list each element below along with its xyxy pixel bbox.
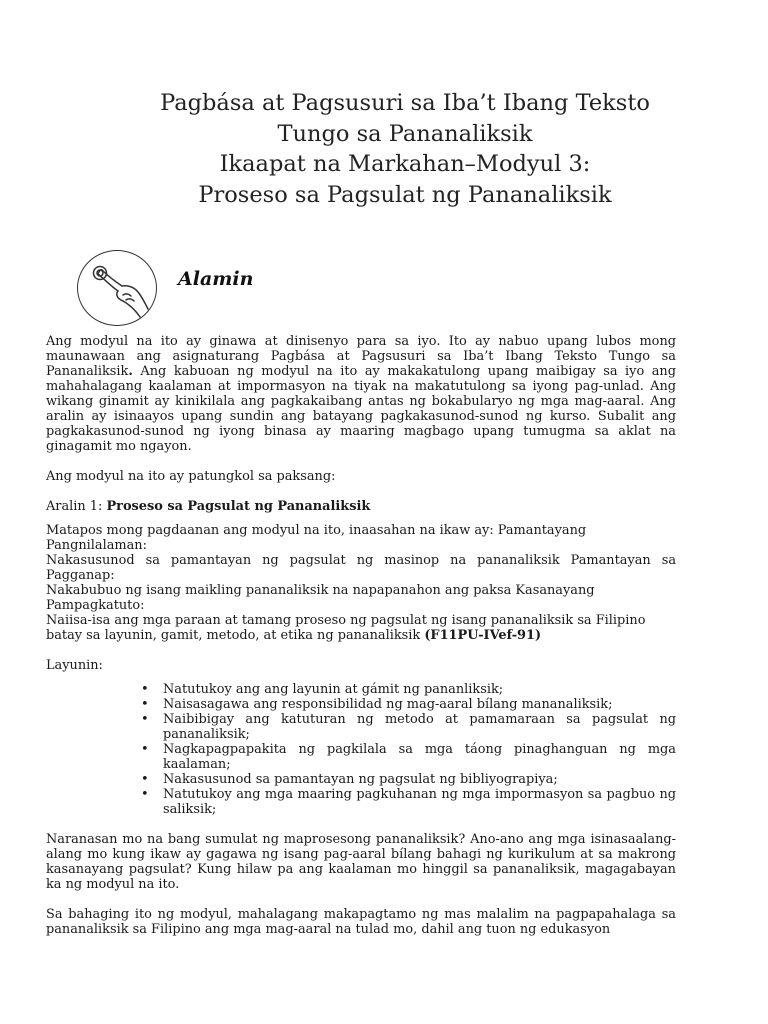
title-line: Proseso sa Pagsulat ng Pananaliksik	[198, 181, 612, 208]
title-line: Ikaapat na Markahan–Modyul 3:	[219, 151, 591, 177]
competency-code: (F11PU-IVef-91)	[424, 628, 542, 643]
standards-text: Nakasusunod sa pamantayan ng pagsulat ng masinop na pananaliksik Pamantayan sa Pagganap:	[46, 553, 676, 583]
intro-text: Ang modyul na ito ay ginawa at dinisenyo para sa iyo. Ito ay nabuo upang lubos mong maunawaan ang asignaturang Pagbása at Pagsusuri sa Iba’t Ibang Teksto Tungo sa Pananaliksik	[46, 334, 676, 379]
standards-text: Matapos mong pagdaanan ang modyul na ito, inaasahan na ikaw ay: Pamantayang Pangnilalaman:	[46, 523, 587, 553]
intro-text: Ang kabuoan ng modyul na ito ay makakatulong upang maibigay sa iyo ang mahahalagang kaalaman at impormasyon na tiyak na makatutulong sa iyong pag-unlad. Ang wikang ginamit ay kinikilala ang pagkakaibang antas ng bokabularyo ng mga mag-aaral. Ang aralin ay isinaayos upang sundin ang batayang pagkakasunod-sunod ng kurso. Subalit ang pagkakasunod-sunod ng iyong binasa ay maaring magbago upang tumugma sa aklat na ginagamit mo ngayon.	[46, 364, 676, 454]
lesson-label: Aralin 1:	[46, 499, 107, 514]
title-line: Pagbása at Pagsusuri sa Iba’t Ibang Teksto	[160, 90, 650, 116]
standards-text: Nakabubuo ng isang maikling pananaliksik na napapanahon ang paksa Kasanayang Pampagkatuto:	[46, 583, 595, 613]
objectives-list	[46, 682, 676, 817]
list-item: • Nakasusunod sa pamantayan ng pagsulat ng bibliyograpiya;	[163, 772, 676, 787]
module-title	[120, 88, 690, 210]
list-item: • Naisasagawa ang responsibilidad ng mag-aaral bílang mananaliksik;	[163, 697, 676, 712]
closing-paragraph: Sa bahaging ito ng modyul, mahalagang makapagtamo ng mas malalim na pagpapahalaga sa pananaliksik sa Filipino ang mga mag-aaral na tulad mo, dahil ang tuon ng edukasyon	[46, 907, 676, 937]
module-body	[46, 334, 676, 937]
list-item: • Nagkapagpapakita ng pagkilala sa mga táong pinaghanguan ng mga kaalaman;	[163, 742, 676, 772]
intro-bold-period: .	[128, 364, 133, 379]
lesson-line	[46, 499, 676, 514]
section-heading: Alamin	[178, 268, 254, 290]
list-item: • Natutukoy ang ang layunin at gámit ng pananliksik;	[163, 682, 676, 697]
list-item: • Naibibigay ang katuturan ng metodo at pamamaraan sa pagsulat ng pananaliksik;	[163, 712, 676, 742]
standards-text	[46, 613, 676, 643]
lesson-title: Proseso sa Pagsulat ng Pananaliksik	[106, 499, 371, 514]
objectives-label: Layunin:	[46, 658, 103, 673]
question-paragraph: Naranasan mo na bang sumulat ng maprosesong pananaliksik? Ano-ano ang mga isinasaalang-alang mo kung ikaw ay gagawa ng isang pag-aaral bílang bahagi ng kurikulum at sa makrong kasanayang pagsulat? Kung hilaw pa ang kaalaman mo hinggil sa pananaliksik, magagabayan ka ng modyul na ito.	[46, 832, 676, 892]
topic-intro: Ang modyul na ito ay patungkol sa paksang:	[46, 469, 336, 484]
list-item: • Natutukoy ang mga maaring pagkuhanan ng mga impormasyon sa pagbuo ng saliksik;	[163, 787, 676, 817]
hand-pointing-icon	[77, 250, 157, 326]
intro-paragraph	[46, 334, 676, 454]
title-line: Tungo sa Pananaliksik	[277, 120, 533, 147]
competency-text: Naiisa-isa ang mga paraan at tamang proseso ng pagsulat ng isang pananaliksik sa Filipino batay sa layunin, gamit, metodo, at etika ng pananaliksik	[46, 613, 646, 643]
